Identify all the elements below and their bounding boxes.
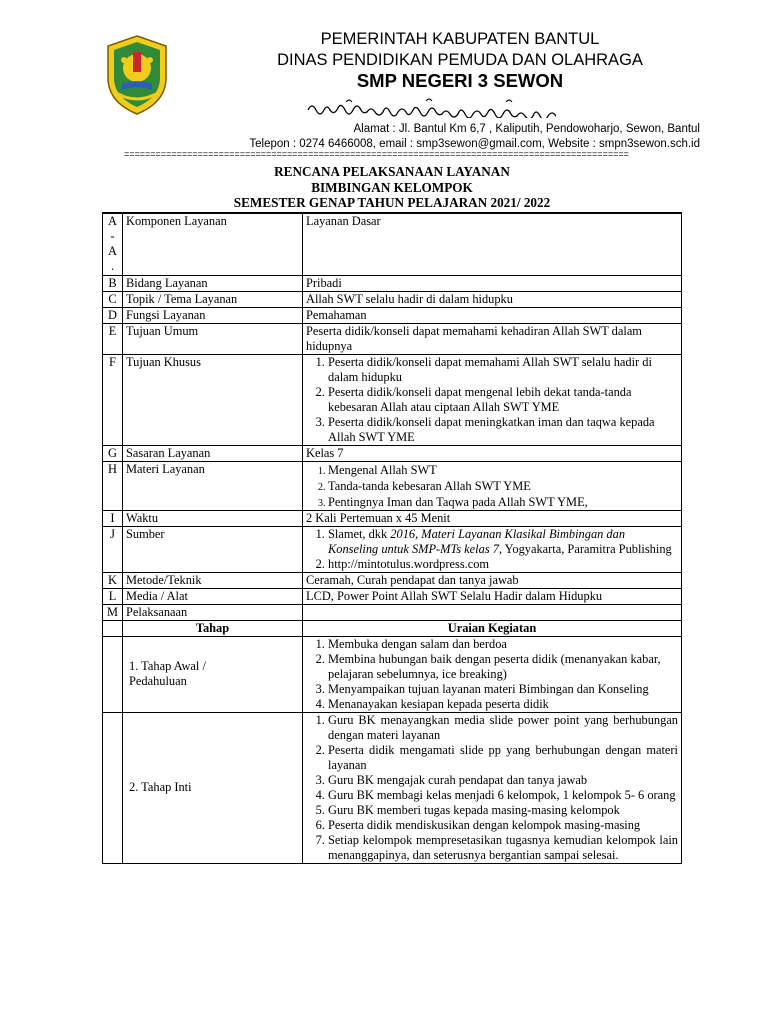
- row-code: F: [103, 354, 123, 445]
- header-department: DINAS PENDIDIKAN PEMUDA DAN OLAHRAGA: [277, 51, 643, 69]
- row-code: M: [103, 604, 123, 620]
- header-contact: Telepon : 0274 6466008, email : smp3sewon@gmail.com, Website : smpn3sewon.sch.id: [249, 138, 700, 150]
- list-item: 7. Setiap kelompok mempresetasikan tugasnya kemudian kelompok lain menanggapinya, dan seterusnya bergantian sampai selesai.: [328, 833, 678, 863]
- list-item: 2. Peserta didik/konseli dapat mengenal lebih dekat tanda-tanda kebesaran Allah atau ciptaan Allah SWT YME: [328, 385, 678, 415]
- row-label: Waktu: [123, 510, 303, 526]
- table-row: [103, 275, 682, 291]
- list-item[interactable]: [328, 557, 678, 572]
- empty-cell: [103, 636, 123, 712]
- header-address: Alamat : Jl. Bantul Km 6,7 , Kaliputih, Pendowoharjo, Sewon, Bantul: [353, 123, 700, 135]
- row-code: G: [103, 445, 123, 461]
- list-item: 3. Guru BK mengajak curah pendapat dan tanya jawab: [328, 773, 678, 788]
- row-code: I: [103, 510, 123, 526]
- table-row: [103, 461, 682, 510]
- tahap-awal-activities: [303, 636, 682, 712]
- list-item: 6. Peserta didik mendiskusikan dengan kelompok masing-masing: [328, 818, 678, 833]
- row-value: Pemahaman: [303, 307, 682, 323]
- source-title: 2016, Materi Layanan Klasikal Bimbingan dan Konseling untuk SMP-MTs kelas 7: [328, 526, 626, 556]
- row-label: Pelaksanaan: [123, 604, 303, 620]
- row-code: D: [103, 307, 123, 323]
- doc-title-line1: RENCANA PELAKSANAAN LAYANAN: [274, 164, 510, 179]
- empty-cell: [103, 620, 123, 636]
- list-item: 2. Membina hubungan baik dengan peserta didik (menanyakan kabar, pelajaran sebelumnya, ice breaking): [328, 652, 678, 682]
- row-label: Media / Alat: [123, 588, 303, 604]
- table-row: [103, 572, 682, 588]
- bantul-emblem-icon: [104, 34, 170, 116]
- source-url-link[interactable]: http://mintotulus.wordpress.com: [328, 556, 490, 571]
- row-code: K: [103, 572, 123, 588]
- rpl-table: [102, 212, 682, 864]
- table-row: [103, 323, 682, 354]
- row-value: [303, 461, 682, 510]
- row-value: Peserta didik/konseli dapat memahami kehadiran Allah SWT dalam hidupnya: [303, 323, 682, 354]
- source-publisher: , Yogyakarta, Paramitra Publishing: [498, 541, 672, 556]
- row-value: [303, 526, 682, 572]
- table-row: [103, 445, 682, 461]
- row-label: Bidang Layanan: [123, 275, 303, 291]
- list-item: 2. Tanda-tanda kebesaran Allah SWT YME: [328, 478, 678, 494]
- row-value: Layanan Dasar: [303, 213, 682, 275]
- inti-list: [306, 713, 678, 863]
- row-code: E: [103, 323, 123, 354]
- header-school-name: SMP NEGERI 3 SEWON: [356, 70, 564, 91]
- header-separator: ================================================================================================: [124, 150, 629, 160]
- list-item: 2. Peserta didik mengamati slide pp yang berhubungan dengan materi layanan: [328, 743, 678, 773]
- table-row: [103, 588, 682, 604]
- list-item: 3. Pentingnya Iman dan Taqwa pada Allah SWT YME,: [328, 494, 678, 510]
- row-label: Sumber: [123, 526, 303, 572]
- row-label: Tujuan Umum: [123, 323, 303, 354]
- row-label: Materi Layanan: [123, 461, 303, 510]
- col-uraian-header: Uraian Kegiatan: [303, 620, 682, 636]
- row-value: 2 Kali Pertemuan x 45 Menit: [303, 510, 682, 526]
- row-value: [303, 604, 682, 620]
- row-value: LCD, Power Point Allah SWT Selalu Hadir dalam Hidupku: [303, 588, 682, 604]
- tahap-awal-row: [103, 636, 682, 712]
- pelaksanaan-header-row: [103, 620, 682, 636]
- row-value: Pribadi: [303, 275, 682, 291]
- list-item: 3. Menyampaikan tujuan layanan materi Bimbingan dan Konseling: [328, 682, 678, 697]
- table-row: [103, 307, 682, 323]
- table-row: [103, 213, 682, 275]
- row-label: Sasaran Layanan: [123, 445, 303, 461]
- list-item: 1. Membuka dengan salam dan berdoa: [328, 637, 678, 652]
- tahap-inti-activities: [303, 712, 682, 863]
- col-tahap-header: Tahap: [123, 620, 303, 636]
- row-label: Topik / Tema Layanan: [123, 291, 303, 307]
- row-label: Komponen Layanan: [123, 213, 303, 275]
- row-label: Tujuan Khusus: [123, 354, 303, 445]
- tujuan-khusus-list: [306, 355, 678, 445]
- row-value: Allah SWT selalu hadir di dalam hidupku: [303, 291, 682, 307]
- list-item: 4. Guru BK membagi kelas menjadi 6 kelompok, 1 kelompok 5- 6 orang: [328, 788, 678, 803]
- list-item: 1. Guru BK menayangkan media slide power point yang berhubungan dengan materi layanan: [328, 713, 678, 743]
- list-item: 3. Peserta didik/konseli dapat meningkatkan iman dan taqwa kepada Allah SWT YME: [328, 415, 678, 445]
- header-government: PEMERINTAH KABUPATEN BANTUL: [320, 30, 600, 48]
- table-row: [103, 291, 682, 307]
- javanese-script-icon: [306, 96, 556, 118]
- tahap-awal-label: 1. Tahap Awal / Pedahuluan: [123, 636, 303, 712]
- table-row: [103, 526, 682, 572]
- row-label: Metode/Teknik: [123, 572, 303, 588]
- tahap-inti-row: [103, 712, 682, 863]
- list-item: [328, 527, 678, 557]
- tahap-inti-label: 2. Tahap Inti: [123, 712, 303, 863]
- list-item: 5. Guru BK memberi tugas kepada masing-masing kelompok: [328, 803, 678, 818]
- source-author: Slamet, dkk: [328, 526, 391, 541]
- row-code: H: [103, 461, 123, 510]
- materi-list: [306, 462, 678, 510]
- row-value: Ceramah, Curah pendapat dan tanya jawab: [303, 572, 682, 588]
- row-code: B: [103, 275, 123, 291]
- table-row: [103, 354, 682, 445]
- empty-cell: [103, 712, 123, 863]
- awal-list: [306, 637, 678, 712]
- row-value: [303, 354, 682, 445]
- doc-title-line2: BIMBINGAN KELOMPOK: [311, 180, 473, 195]
- sumber-list: [306, 527, 678, 572]
- row-code: J: [103, 526, 123, 572]
- row-code: C: [103, 291, 123, 307]
- row-code: L: [103, 588, 123, 604]
- table-row: [103, 604, 682, 620]
- list-item: 1. Peserta didik/konseli dapat memahami Allah SWT selalu hadir di dalam hidupku: [328, 355, 678, 385]
- list-item: 1. Mengenal Allah SWT: [328, 462, 678, 478]
- list-item: 4. Menanayakan kesiapan kepada peserta didik: [328, 697, 678, 712]
- row-label: Fungsi Layanan: [123, 307, 303, 323]
- doc-title-line3: SEMESTER GENAP TAHUN PELAJARAN 2021/ 2022: [233, 195, 551, 210]
- row-code: A - A .: [103, 213, 123, 275]
- row-value: Kelas 7: [303, 445, 682, 461]
- table-row: [103, 510, 682, 526]
